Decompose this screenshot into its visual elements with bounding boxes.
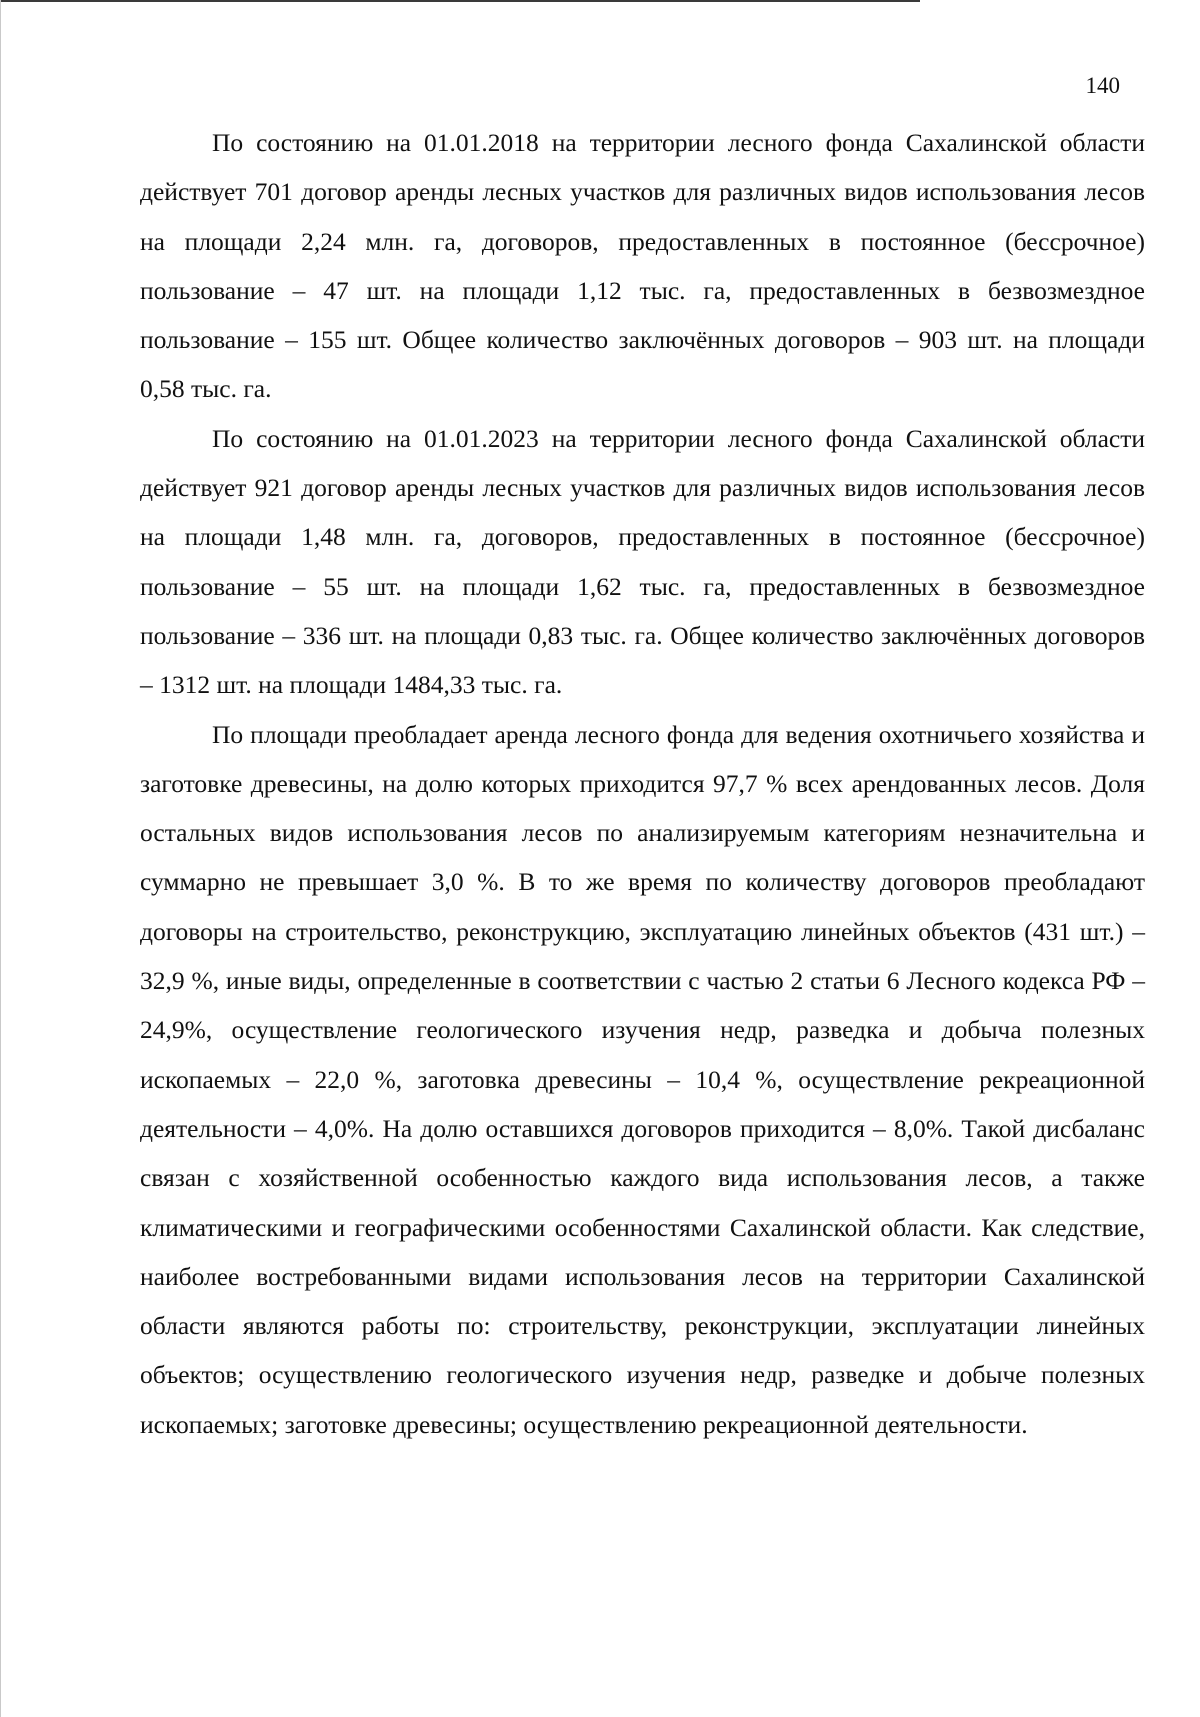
paragraph-forest-use-analysis: По площади преобладает аренда лесного фонда для ведения охотничьего хозяйства и заготовке древесины, на долю которых приходится 97,7 % всех арендованных лесов. Доля остальных видов использования лесов по анализируемым категориям незначительна и суммарно не превышает 3,0 %. В то же время по количеству договоров преобладают договоры на строительство, реконструкцию, эксплуатацию линейных объектов (431 шт.) – 32,9 %, иные виды, определенные в соответствии с частью 2 статьи 6 Лесного кодекса РФ – 24,9%, осуществление геологического изучения недр, разведка и добыча полезных ископаемых – 22,0 %, заготовка древесины – 10,4 %, осуществление рекреационной деятельности – 4,0%. На долю оставшихся договоров приходится – 8,0%. Такой дисбаланс связан с хозяйственной особенностью каждого вида использования лесов, а также климатическими и географическими особенностями Сахалинской области. Как следствие, наиболее востребованными видами использования лесов на территории Сахалинской области являются работы по: строительству, реконструкции, эксплуатации линейных объектов; осуществлению геологического изучения недр, разведке и добыче полезных ископаемых; заготовке древесины; осуществлению рекреационной деятельности. <box>140 719 1145 1439</box>
page-number: 140 <box>1085 73 1120 98</box>
document-body <box>140 118 1145 1449</box>
paragraph-2018-status: По состоянию на 01.01.2018 на территории лесного фонда Сахалинской области действует 701 договор аренды лесных участков для различных видов использования лесов на площади 2,24 млн. га, договоров, предоставленных в постоянное (бессрочное) пользование – 47 шт. на площади 1,12 тыс. га, предоставленных в безвозмездное пользование – 155 шт. Общее количество заключённых договоров – 903 шт. на площади 0,58 тыс. га. <box>140 128 1145 404</box>
paragraph-2023-status: По состоянию на 01.01.2023 на территории лесного фонда Сахалинской области действует 921 договор аренды лесных участков для различных видов использования лесов на площади 1,48 млн. га, договоров, предоставленных в постоянное (бессрочное) пользование – 55 шт. на площади 1,62 тыс. га, предоставленных в безвозмездное пользование – 336 шт. на площади 0,83 тыс. га. Общее количество заключённых договоров – 1312 шт. на площади 1484,33 тыс. га. <box>140 423 1145 700</box>
scan-top-border <box>0 0 920 2</box>
scan-left-edge <box>0 0 1 1717</box>
